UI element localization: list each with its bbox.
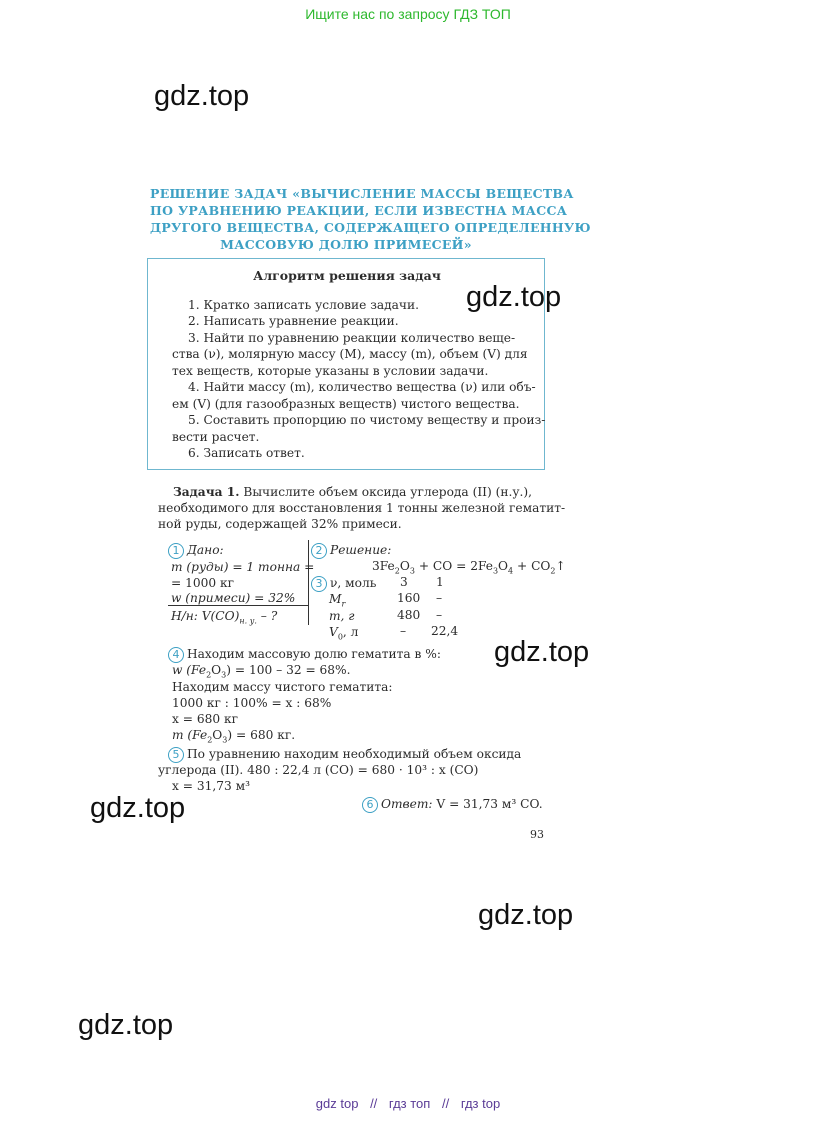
algorithm-box xyxy=(147,258,545,470)
reaction-equation: $3Fe_2O_3$ + CO = $2Fe_3O_4$ + $CO_2↑$ xyxy=(372,559,566,576)
algorithm-heading: Алгоритм решения задач xyxy=(253,268,441,283)
step-5-line: 5 По уравнению находим необходимый объем оксида xyxy=(168,746,521,763)
problem-line-2: необходимого для восстановления 1 тонны железной гематит- xyxy=(158,501,566,515)
solution-value: 1 xyxy=(436,575,444,589)
algorithm-step: 6. Записать ответ. xyxy=(188,446,305,460)
watermark: gdz.top xyxy=(466,281,562,313)
title-line: ПО УРАВНЕНИЮ РЕАКЦИИ, ЕСЛИ ИЗВЕСТНА МАССА xyxy=(150,203,568,218)
solution-value: – xyxy=(436,608,443,622)
answer-text: V = 31,73 м³ CO. xyxy=(432,797,543,811)
page-number: 93 xyxy=(530,828,544,841)
top-search-link[interactable]: Ищите нас по запросу ГДЗ ТОП xyxy=(305,6,511,22)
solution-value: 22,4 xyxy=(431,624,459,638)
find-line xyxy=(171,608,277,630)
title-line: ДРУГОГО ВЕЩЕСТВА, СОДЕРЖАЩЕГО ОПРЕДЕЛЕННУЮ xyxy=(150,220,591,235)
algorithm-step: 4. Найти массу (m), количество вещества (ν) или объ- xyxy=(188,380,536,394)
step-4-line: Находим массу чистого гематита: xyxy=(172,680,393,694)
solution-title: Решение: xyxy=(330,543,392,557)
algorithm-step: 2. Написать уравнение реакции. xyxy=(188,314,399,328)
solution-row: 3 ν, моль xyxy=(311,575,376,592)
problem-line-1 xyxy=(173,484,532,501)
problem-label: Задача 1. xyxy=(173,485,240,499)
watermark: gdz.top xyxy=(90,792,186,824)
step-number-badge: 6 xyxy=(362,797,378,813)
title-line: РЕШЕНИЕ ЗАДАЧ «ВЫЧИСЛЕНИЕ МАССЫ ВЕЩЕСТВА xyxy=(150,186,574,201)
solution-row: $M_r$ xyxy=(329,592,346,609)
given-title: Дано: xyxy=(187,543,224,557)
solution-value: – xyxy=(436,591,443,605)
solution-value: 480 xyxy=(397,608,421,622)
algorithm-step: тех веществ, которые указаны в условии задачи. xyxy=(172,364,489,378)
footer-link[interactable]: гдз топ xyxy=(388,1096,431,1111)
solution-value: – xyxy=(400,624,407,638)
given-line: m (руды) = 1 тонна = xyxy=(171,560,315,574)
step-5-line: углерода (II). 480 : 22,4 л (CO) = 680 · 10³ : x (CO) xyxy=(158,763,479,777)
step-4-line: 4 Находим массовую долю гематита в %: xyxy=(168,646,441,663)
algorithm-step: вести расчет. xyxy=(172,430,260,444)
algorithm-step: 1. Кратко записать условие задачи. xyxy=(188,298,419,312)
find-tail: – ? xyxy=(256,609,278,623)
answer-label: Ответ: xyxy=(381,797,433,811)
footer-link[interactable]: гдз top xyxy=(460,1096,501,1111)
find-subscript: н. у. xyxy=(239,616,257,626)
step-number-badge: 1 xyxy=(168,543,184,559)
step-number-badge: 5 xyxy=(168,747,184,763)
problem-text: Вычислите объем оксида углерода (II) (н.у.), xyxy=(243,485,533,499)
problem-line-3: ной руды, содержащей 32% примеси. xyxy=(158,517,402,531)
watermark: gdz.top xyxy=(154,80,250,112)
solution-heading xyxy=(311,542,391,559)
watermark: gdz.top xyxy=(78,1009,174,1041)
solution-value: 3 xyxy=(400,575,408,589)
algorithm-step: ем (V) (для газообразных веществ) чистого вещества. xyxy=(172,397,520,411)
algorithm-step: 5. Составить пропорцию по чистому веществу и произ- xyxy=(188,413,546,427)
step-4-line: x = 680 кг xyxy=(172,712,238,726)
find-text: Н/н: V(CO) xyxy=(171,609,240,623)
step-4-line: m $(Fe_2O_3) = 680$ кг. xyxy=(172,728,296,745)
vertical-divider xyxy=(308,540,309,625)
footer-link[interactable]: gdz top xyxy=(315,1096,359,1111)
footer-separator: // xyxy=(370,1096,378,1111)
step-number-badge: 4 xyxy=(168,647,184,663)
step-number-badge: 3 xyxy=(311,576,327,592)
watermark: gdz.top xyxy=(494,636,590,668)
algorithm-step: 3. Найти по уравнению реакции количество веще- xyxy=(188,331,516,345)
watermark: gdz.top xyxy=(478,899,574,931)
title-line: МАССОВУЮ ДОЛЮ ПРИМЕСЕЙ» xyxy=(220,237,472,252)
step-number-badge: 2 xyxy=(311,543,327,559)
solution-value: 160 xyxy=(397,591,421,605)
given-line: w (примеси) = 32% xyxy=(171,591,296,605)
section-title xyxy=(150,185,591,253)
gas-arrow-icon: ↑ xyxy=(555,559,566,573)
bottom-links xyxy=(0,1096,816,1111)
solution-row: m, г xyxy=(329,609,355,623)
given-heading xyxy=(168,542,224,559)
algorithm-step: ства (ν), молярную массу (M), массу (m), объем (V) для xyxy=(172,347,528,361)
step-4-line: 1000 кг : 100% = x : 68% xyxy=(172,696,332,710)
step-5-line: x = 31,73 м³ xyxy=(172,779,250,793)
answer-line xyxy=(362,796,543,813)
solution-row: $V_0$, л xyxy=(329,625,359,642)
step-4-line: w $(Fe_2O_3) = 100 - 32 = 68\%$. xyxy=(172,663,351,680)
given-line: = 1000 кг xyxy=(171,576,234,590)
footer-separator: // xyxy=(441,1096,450,1111)
